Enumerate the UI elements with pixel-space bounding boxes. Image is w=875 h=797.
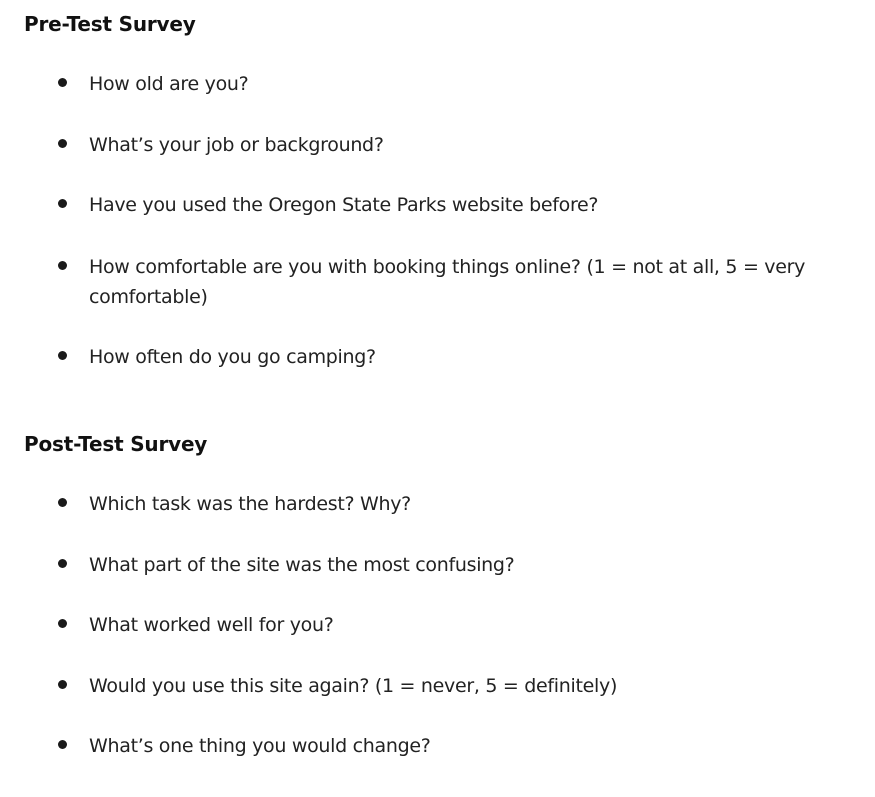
bullet-icon — [58, 261, 67, 270]
question-text: What’s one thing you would change? — [89, 735, 431, 757]
question-text: Which task was the hardest? Why? — [89, 493, 411, 515]
bullet-icon — [58, 351, 67, 360]
bullet-icon — [58, 680, 67, 689]
bullet-icon — [58, 559, 67, 568]
question-text: What worked well for you? — [89, 614, 334, 636]
bullet-icon — [58, 498, 67, 507]
bullet-icon — [58, 199, 67, 208]
pre-test-survey-title: Pre-Test Survey — [24, 12, 196, 36]
question-text: How comfortable are you with booking things online? (1 = not at all, 5 = very comfortable) — [89, 256, 806, 308]
question-text: How often do you go camping? — [89, 346, 376, 368]
question-text: What’s your job or background? — [89, 134, 384, 156]
question-text: What part of the site was the most confusing? — [89, 554, 515, 576]
question-text: Have you used the Oregon State Parks website before? — [89, 194, 599, 216]
bullet-icon — [58, 139, 67, 148]
post-test-survey-title: Post-Test Survey — [24, 432, 208, 456]
question-text: Would you use this site again? (1 = never, 5 = definitely) — [89, 675, 618, 697]
bullet-icon — [58, 740, 67, 749]
bullet-icon — [58, 619, 67, 628]
bullet-icon — [58, 78, 67, 87]
question-text: How old are you? — [89, 73, 249, 95]
